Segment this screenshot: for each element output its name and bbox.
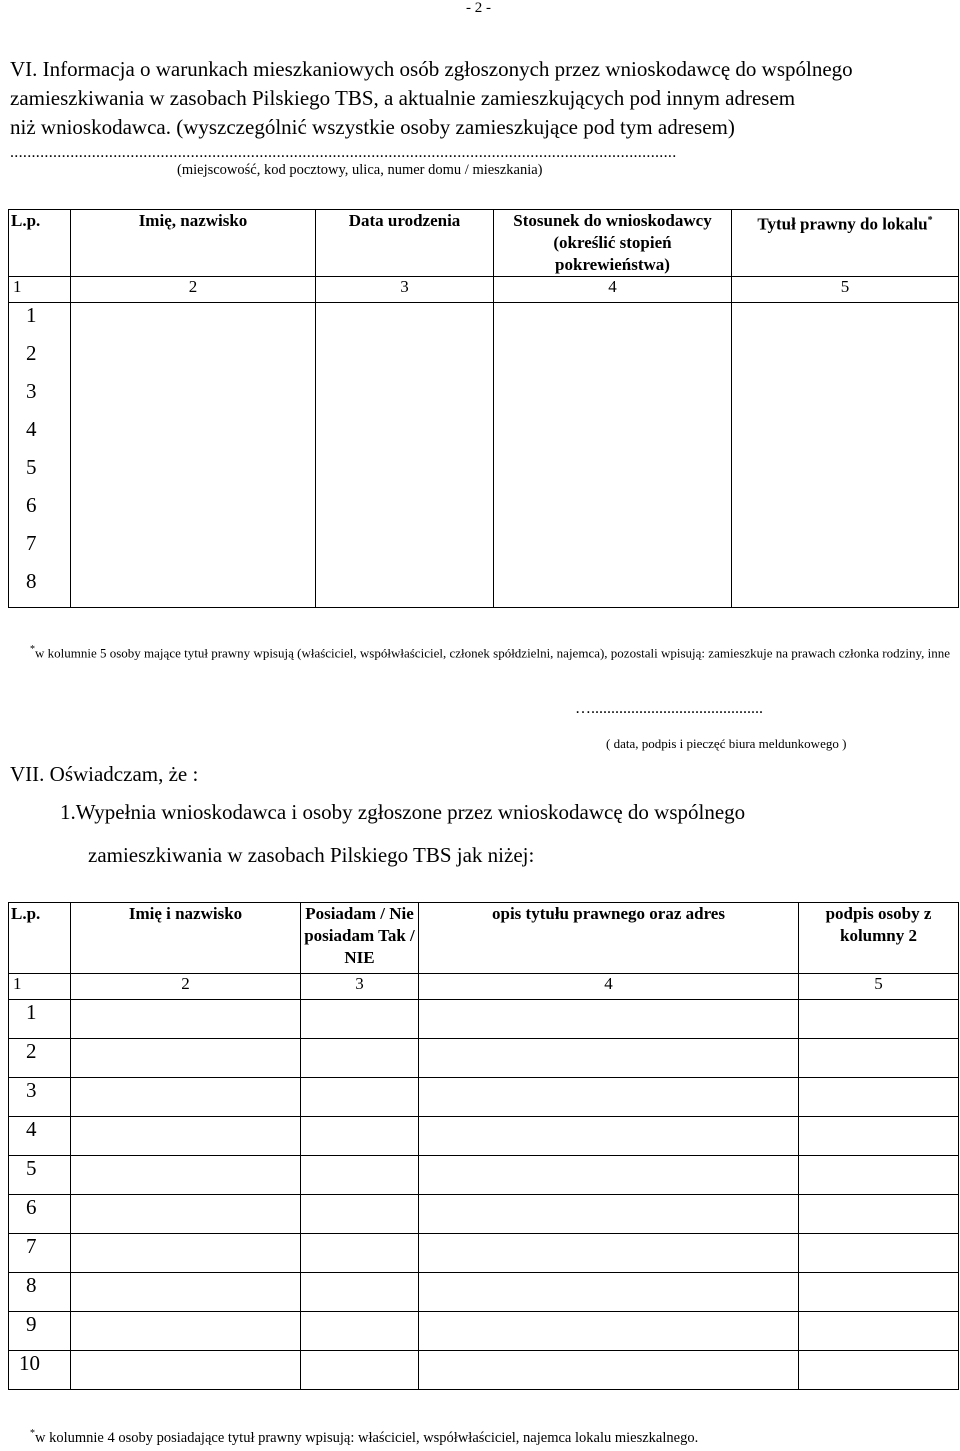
section-6-line-1: VI. Informacja o warunkach mieszkaniowych osób zgłoszonych przez wnioskodawcę do wspólnego	[10, 57, 853, 81]
legal-title-label: Tytuł prawny do lokalu	[757, 214, 928, 234]
table-row	[9, 417, 959, 455]
row-number: 8	[9, 569, 71, 608]
stamp-caption: ( data, podpis i pieczęć biura meldunkowego )	[606, 736, 847, 751]
column-number-row	[9, 277, 959, 303]
cell[interactable]	[732, 341, 959, 379]
cell[interactable]	[732, 455, 959, 493]
cell[interactable]	[71, 379, 316, 417]
table-row	[9, 1078, 959, 1117]
row-number: 1	[9, 1000, 71, 1039]
table-row	[9, 455, 959, 493]
table-row	[9, 1195, 959, 1234]
section-6-line-2: zamieszkiwania w zasobach Pilskiego TBS, a aktualnie zamieszkujących pod innym adresem	[10, 86, 796, 110]
cell[interactable]	[316, 379, 494, 417]
row-number: 6	[9, 1195, 71, 1234]
cell[interactable]	[301, 1156, 419, 1195]
section-6-line-3: niż wnioskodawca. (wyszczególnić wszystkie osoby zamieszkujące pod tym adresem)	[10, 115, 735, 139]
table-row	[9, 1234, 959, 1273]
address-field[interactable]: ...........................................................................................................................................................	[10, 144, 677, 161]
cell[interactable]	[71, 417, 316, 455]
row-number: 1	[9, 303, 71, 342]
cell[interactable]	[316, 493, 494, 531]
row-number: 8	[9, 1273, 71, 1312]
table-row	[9, 1351, 959, 1390]
cell[interactable]	[301, 1234, 419, 1273]
col-header-lp: L.p.	[9, 210, 71, 277]
cell[interactable]	[799, 1351, 959, 1390]
col-number: 4	[419, 974, 799, 1000]
cell[interactable]	[799, 1078, 959, 1117]
declaration-line-1: 1.Wypełnia wnioskodawca i osoby zgłoszone przez wnioskodawcę do wspólnego	[60, 800, 746, 824]
cell[interactable]	[494, 379, 732, 417]
cell[interactable]	[799, 1195, 959, 1234]
footnote-1	[30, 640, 950, 663]
cell[interactable]	[71, 1195, 301, 1234]
footnote-1-text: w kolumnie 5 osoby mające tytuł prawny wpisują (właściciel, współwłaściciel, członek spółdzielni, najemca), pozostali wpisują: zamieszkuje na prawach członka rodziny, inne	[35, 645, 951, 661]
section-6-heading	[10, 55, 955, 142]
row-number: 3	[9, 379, 71, 417]
table-row	[9, 379, 959, 417]
column-number-row	[9, 974, 959, 1000]
persons-table	[8, 209, 959, 608]
cell[interactable]	[494, 303, 732, 342]
cell[interactable]	[71, 1312, 301, 1351]
row-number: 4	[9, 1117, 71, 1156]
cell[interactable]	[799, 1312, 959, 1351]
col-header-title-description: opis tytułu prawnego oraz adres	[419, 903, 799, 974]
cell[interactable]	[71, 1078, 301, 1117]
col-number: 2	[71, 974, 301, 1000]
col-header-birthdate: Data urodzenia	[316, 210, 494, 277]
row-number: 2	[9, 341, 71, 379]
col-number: 3	[301, 974, 419, 1000]
cell[interactable]	[71, 1000, 301, 1039]
cell[interactable]	[71, 1351, 301, 1390]
cell[interactable]	[419, 1000, 799, 1039]
cell[interactable]	[301, 1078, 419, 1117]
cell[interactable]	[316, 569, 494, 608]
cell[interactable]	[71, 1039, 301, 1078]
cell[interactable]	[494, 341, 732, 379]
table-row	[9, 1039, 959, 1078]
footnote-2-text: w kolumnie 4 osoby posiadające tytuł prawny wpisują: właściciel, współwłaściciel, najemca lokalu mieszkalnego.	[35, 1429, 699, 1446]
table-row	[9, 1117, 959, 1156]
row-number: 4	[9, 417, 71, 455]
col-number: 3	[316, 277, 494, 303]
table-row	[9, 1000, 959, 1039]
cell[interactable]	[732, 417, 959, 455]
cell[interactable]	[71, 1117, 301, 1156]
table-header-row	[9, 903, 959, 974]
cell[interactable]	[301, 1195, 419, 1234]
cell[interactable]	[419, 1312, 799, 1351]
table-row	[9, 569, 959, 608]
cell[interactable]	[419, 1117, 799, 1156]
cell[interactable]	[799, 1234, 959, 1273]
footnote-marker: *	[30, 644, 35, 655]
row-number: 6	[9, 493, 71, 531]
cell[interactable]	[71, 531, 316, 569]
row-number: 9	[9, 1312, 71, 1351]
row-number: 10	[9, 1351, 71, 1390]
col-number: 5	[732, 277, 959, 303]
cell[interactable]	[494, 417, 732, 455]
table-row	[9, 341, 959, 379]
cell[interactable]	[732, 379, 959, 417]
col-header-possession: Posiadam / Nie posiadam Tak / NIE	[301, 903, 419, 974]
col-header-lp: L.p.	[9, 903, 71, 974]
cell[interactable]	[419, 1351, 799, 1390]
cell[interactable]	[71, 455, 316, 493]
col-header-name: Imię, nazwisko	[71, 210, 316, 277]
cell[interactable]	[732, 303, 959, 342]
table-row	[9, 1156, 959, 1195]
cell[interactable]	[71, 341, 316, 379]
cell[interactable]	[316, 417, 494, 455]
table-row	[9, 1273, 959, 1312]
cell[interactable]	[71, 1156, 301, 1195]
col-number: 4	[494, 277, 732, 303]
cell[interactable]	[316, 341, 494, 379]
cell[interactable]	[419, 1039, 799, 1078]
row-number: 3	[9, 1078, 71, 1117]
table-row	[9, 531, 959, 569]
cell[interactable]	[71, 1273, 301, 1312]
cell[interactable]	[732, 493, 959, 531]
row-number: 2	[9, 1039, 71, 1078]
cell[interactable]	[301, 1039, 419, 1078]
table-header-row	[9, 210, 959, 277]
cell[interactable]	[301, 1117, 419, 1156]
cell[interactable]	[301, 1273, 419, 1312]
cell[interactable]	[316, 303, 494, 342]
cell[interactable]	[419, 1078, 799, 1117]
address-caption: (miejscowość, kod pocztowy, ulica, numer domu / mieszkania)	[177, 162, 543, 178]
footnote-marker: *	[927, 215, 933, 226]
cell[interactable]	[732, 531, 959, 569]
cell[interactable]	[494, 569, 732, 608]
col-number: 2	[71, 277, 316, 303]
cell[interactable]	[419, 1195, 799, 1234]
table-row	[9, 303, 959, 342]
cell[interactable]	[494, 455, 732, 493]
cell[interactable]	[301, 1351, 419, 1390]
stamp-signature-field[interactable]: …...........................................	[575, 700, 763, 717]
section-7-heading: VII. Oświadczam, że :	[10, 762, 199, 786]
cell[interactable]	[494, 493, 732, 531]
row-number: 5	[9, 1156, 71, 1195]
cell[interactable]	[316, 455, 494, 493]
cell[interactable]	[799, 1273, 959, 1312]
cell[interactable]	[494, 531, 732, 569]
table-row	[9, 1312, 959, 1351]
footnote-2	[30, 1428, 698, 1447]
declaration-table	[8, 902, 959, 1390]
page-number: - 2 -	[466, 0, 491, 16]
footnote-marker: *	[30, 1428, 35, 1439]
cell[interactable]	[799, 1156, 959, 1195]
cell[interactable]	[419, 1156, 799, 1195]
col-header-full-name: Imię i nazwisko	[71, 903, 301, 974]
cell[interactable]	[732, 569, 959, 608]
cell[interactable]	[71, 493, 316, 531]
col-header-relation: Stosunek do wnioskodawcy (określić stopień pokrewieństwa)	[494, 210, 732, 277]
cell[interactable]	[799, 1039, 959, 1078]
cell[interactable]	[301, 1000, 419, 1039]
row-number: 7	[9, 531, 71, 569]
row-number: 5	[9, 455, 71, 493]
cell[interactable]	[71, 569, 316, 608]
cell[interactable]	[71, 1234, 301, 1273]
col-number: 5	[799, 974, 959, 1000]
cell[interactable]	[316, 531, 494, 569]
col-header-signature: podpis osoby z kolumny 2	[799, 903, 959, 974]
col-header-legal-title	[732, 210, 959, 277]
cell[interactable]	[799, 1000, 959, 1039]
cell[interactable]	[799, 1117, 959, 1156]
col-number: 1	[9, 974, 71, 1000]
declaration-line-2: zamieszkiwania w zasobach Pilskiego TBS jak niżej:	[88, 843, 535, 867]
table-row	[9, 493, 959, 531]
cell[interactable]	[71, 303, 316, 342]
cell[interactable]	[419, 1234, 799, 1273]
col-number: 1	[9, 277, 71, 303]
cell[interactable]	[419, 1273, 799, 1312]
cell[interactable]	[301, 1312, 419, 1351]
row-number: 7	[9, 1234, 71, 1273]
